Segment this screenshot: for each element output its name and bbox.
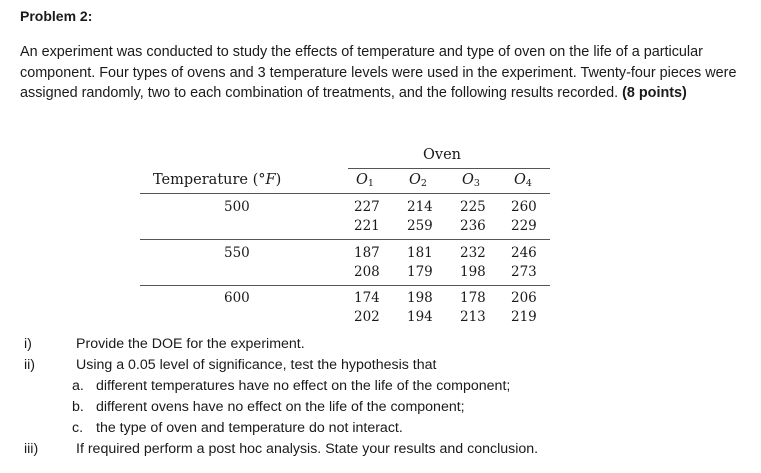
obs-cell: 213 [460, 309, 486, 325]
oven-col-1: $O_1$ [356, 172, 374, 189]
obs-cell: 187 [354, 245, 380, 261]
row-rule [140, 239, 550, 240]
question-number: ii) [24, 357, 36, 373]
header-rule [140, 193, 550, 194]
data-table [140, 143, 550, 333]
question-text: If required perform a post hoc analysis. State your results and conclusion. [76, 441, 539, 457]
obs-cell: 225 [460, 199, 486, 215]
obs-cell: 208 [354, 264, 380, 280]
obs-cell: 219 [511, 309, 537, 325]
sub-question-letter: a. [72, 378, 84, 394]
row-rule [140, 285, 550, 286]
temp-500: 500 [224, 199, 250, 215]
sub-question-text: the type of oven and temperature do not interact. [96, 420, 403, 436]
question-number: iii) [24, 441, 39, 457]
obs-cell: 194 [407, 309, 433, 325]
oven-header: Oven [423, 147, 461, 163]
obs-cell: 246 [511, 245, 537, 261]
sub-question-text: different ovens have no effect on the life of the component; [96, 399, 465, 415]
question-text: Provide the DOE for the experiment. [76, 336, 305, 352]
points-label: (8 points) [622, 85, 687, 101]
obs-cell: 232 [460, 245, 486, 261]
obs-cell: 198 [407, 290, 433, 306]
oven-col-3: $O_3$ [462, 172, 480, 189]
oven-col-4: $O_4$ [514, 172, 532, 189]
obs-cell: 181 [407, 245, 433, 261]
obs-cell: 178 [460, 290, 486, 306]
obs-cell: 260 [511, 199, 537, 215]
sub-question-text: different temperatures have no effect on the life of the component; [96, 378, 511, 394]
obs-cell: 229 [511, 218, 537, 234]
question-text: Using a 0.05 level of significance, test the hypothesis that [76, 357, 437, 373]
sub-question-letter: c. [72, 420, 84, 436]
problem-title: Problem 2: [20, 8, 93, 24]
obs-cell: 214 [407, 199, 433, 215]
oven-col-2: $O_2$ [409, 172, 427, 189]
problem-text: An experiment was conducted to study the effects of temperature and type of oven on the life of a particular component. Four types of ovens and 3 temperature levels were used in the experiment. Twenty-four pieces were assigned randomly, two to each combination of treatments, and the following results recorded. [20, 44, 737, 101]
obs-cell: 221 [354, 218, 380, 234]
problem-statement [20, 42, 750, 104]
obs-cell: 259 [407, 218, 433, 234]
temperature-header: Temperature (°F) [153, 172, 282, 188]
obs-cell: 174 [354, 290, 380, 306]
obs-cell: 236 [460, 218, 486, 234]
temp-600: 600 [224, 290, 250, 306]
sub-question-letter: b. [72, 399, 84, 415]
temp-550: 550 [224, 245, 250, 261]
obs-cell: 202 [354, 309, 380, 325]
obs-cell: 273 [511, 264, 537, 280]
question-number: i) [24, 336, 32, 352]
obs-cell: 227 [354, 199, 380, 215]
oven-header-rule [348, 168, 550, 169]
obs-cell: 179 [407, 264, 433, 280]
obs-cell: 206 [511, 290, 537, 306]
obs-cell: 198 [460, 264, 486, 280]
